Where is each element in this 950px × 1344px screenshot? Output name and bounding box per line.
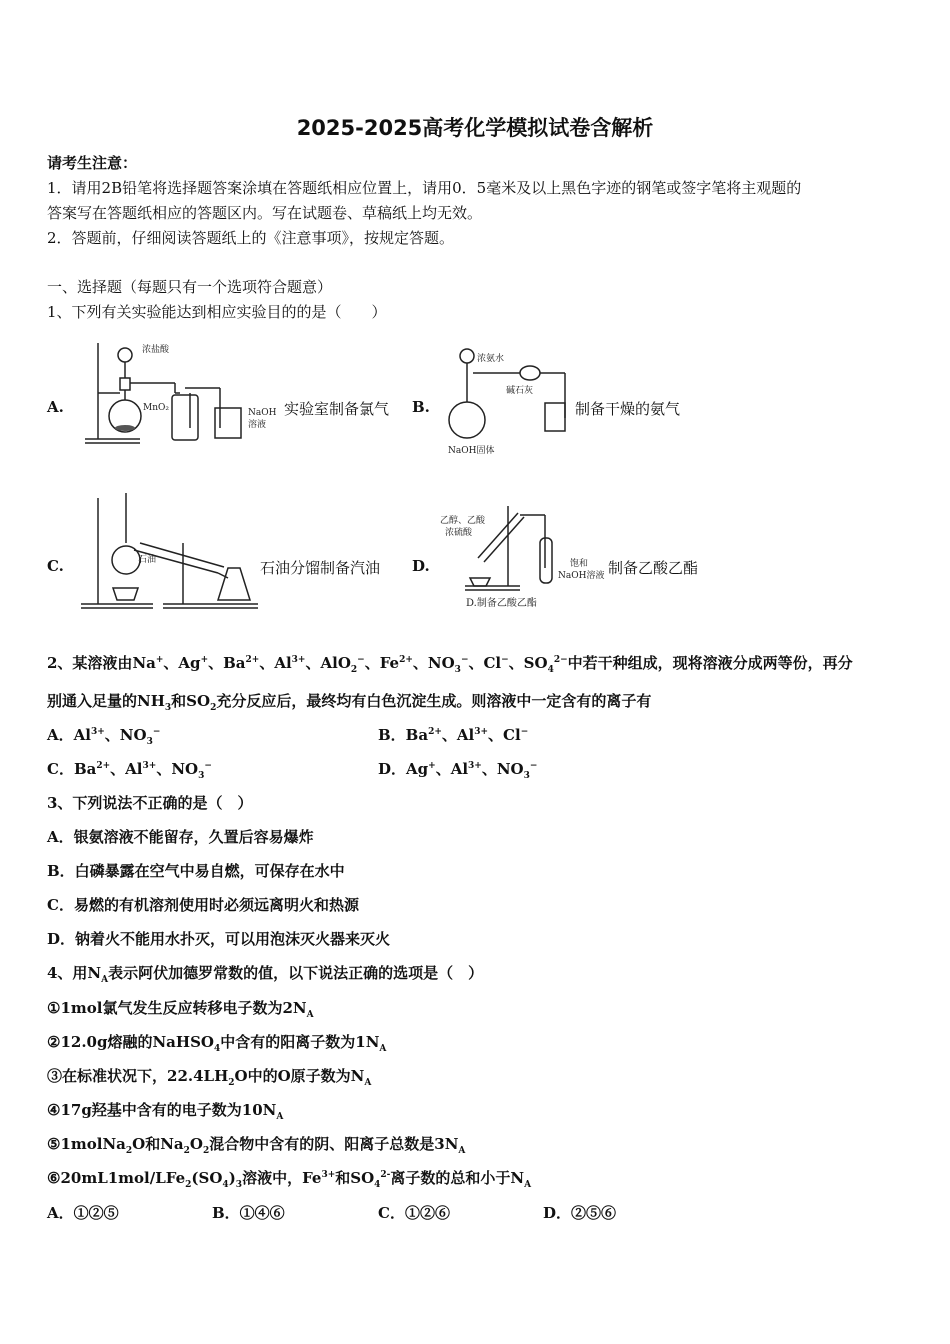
- q4-option-c: C．①②⑥: [378, 1204, 450, 1222]
- label-naoh-solution: NaOH溶液: [558, 571, 605, 581]
- q4-option-b: B．①④⑥: [212, 1204, 285, 1222]
- q3-option-c: C．易燃的有机溶剂使用时必须远离明火和热源: [47, 896, 359, 914]
- label-mno2: MnO₂: [143, 403, 169, 413]
- notice-line-2: 答案写在答题纸相应的答题区内。写在试题卷、草稿纸上均无效。: [47, 204, 483, 222]
- q4-statement-5: ⑤1molNa$_2$O和$Na_2O_2$混合物中含有的阴、阳离子总数是$3N_A$: [47, 1135, 466, 1156]
- ammonia-apparatus-diagram: [440, 338, 575, 458]
- label-solution: 溶液: [248, 420, 267, 430]
- notice-line-1: 1．请用2B铅笔将选择题答案涂填在答题纸相应位置上，请用0．5毫米及以上黑色字迹的钢笔或签字笔将主观题的: [47, 179, 802, 197]
- label-naoh: NaOH: [248, 408, 277, 418]
- q1-option-d-letter: D.: [412, 557, 430, 575]
- q1-option-a-letter: A.: [47, 398, 64, 416]
- label-petroleum: 石油: [138, 555, 157, 565]
- q2-option-c: C．$Ba^{2+}$、$Al^{3+}$、$NO_3^-$: [47, 760, 212, 781]
- q4-statement-3: ③在标准状况下，$22.4LH_2O$中的O原子数为$N_A$: [47, 1067, 372, 1088]
- q2-stem-line-2: 别通入足量的$NH_3$和$SO_2$充分反应后，最终均有白色沉淀生成。则溶液中一定含有的离子有: [47, 692, 652, 713]
- q2-option-b: B．$Ba^{2+}$、$Al^{3+}$、Cl−: [378, 726, 529, 744]
- label-saturated: 饱和: [570, 559, 589, 569]
- q2-option-a: A．$Al^{3+}$、$NO_3^-$: [47, 726, 161, 747]
- q2-stem-line-1: 2、某溶液由Na+、Ag+、$Ba^{2+}$、$Al^{3+}$、AlO$_2$−、$Fe^{2+}$、$NO_3^-$、Cl−、$SO_4^{2-}$中若干种组成，现将溶液分成两等份，再分: [47, 654, 853, 675]
- q3-option-d: D．钠着火不能用水扑灭，可以用泡沫灭火器来灭火: [47, 930, 391, 948]
- q4-stem: 4、用$N_A$表示阿伏加德罗常数的值，以下说法正确的选项是（ ）: [47, 964, 484, 985]
- page-title: 2025-2025高考化学模拟试卷含解析: [296, 116, 654, 140]
- notice-line-3: 2．答题前，仔细阅读答题纸上的《注意事项》，按规定答题。: [47, 229, 455, 247]
- q4-statement-2: ②12.0g熔融的NaHSO$_4$中含有的阳离子数为$1N_A$: [47, 1033, 387, 1054]
- q4-option-d: D．②⑤⑥: [543, 1204, 617, 1222]
- notice-heading: 请考生注意：: [47, 154, 138, 172]
- label-caption-d: D.制备乙酸乙酯: [466, 598, 537, 609]
- q1-option-c-letter: C.: [47, 557, 64, 575]
- label-ethanol-acetic: 乙醇、乙酸: [440, 516, 486, 526]
- label-naoh-solid: NaOH固体: [448, 446, 495, 456]
- q3-stem: 3、下列说法不正确的是（ ）: [47, 794, 253, 812]
- q1-option-a-text: 实验室制备氯气: [284, 400, 390, 418]
- label-conc-ammonia: 浓氨水: [477, 354, 505, 364]
- distillation-apparatus-diagram: [78, 488, 260, 613]
- label-conc-hcl: 浓盐酸: [142, 345, 170, 355]
- q4-statement-4: ④17g羟基中含有的电子数为$10N_A$: [47, 1101, 284, 1122]
- q1-option-b-text: 制备干燥的氨气: [575, 400, 681, 418]
- q4-statement-6: $⑥20mL1mol/LFe_2(SO_4)_3$溶液中，$Fe^{3+}$和$SO_4^{2-}$离子数的总和小于$N_A$: [47, 1169, 532, 1190]
- q1-stem: 1、下列有关实验能达到相应实验目的的是（ ）: [47, 303, 387, 321]
- section-heading: 一、选择题（每题只有一个选项符合题意）: [47, 278, 333, 296]
- q3-option-a: A．银氨溶液不能留存，久置后容易爆炸: [47, 828, 314, 846]
- q1-option-b-letter: B.: [412, 398, 430, 416]
- label-conc-sulfuric: 浓硫酸: [445, 528, 473, 538]
- chlorine-apparatus-diagram: [80, 338, 280, 448]
- q1-option-c-text: 石油分馏制备汽油: [260, 559, 381, 577]
- ester-apparatus-diagram: [440, 498, 608, 614]
- q1-option-d-text: 制备乙酸乙酯: [608, 559, 699, 577]
- q3-option-b: B．白磷暴露在空气中易自燃，可保存在水中: [47, 862, 345, 880]
- q4-option-a: A．①②⑤: [47, 1204, 119, 1222]
- label-soda-lime: 碱石灰: [506, 386, 534, 396]
- q4-statement-1: ①1mol氯气发生反应转移电子数为$2N_A$: [47, 999, 314, 1020]
- q2-option-d: D．Ag+、$Al^{3+}$、$NO_3^-$: [378, 760, 538, 781]
